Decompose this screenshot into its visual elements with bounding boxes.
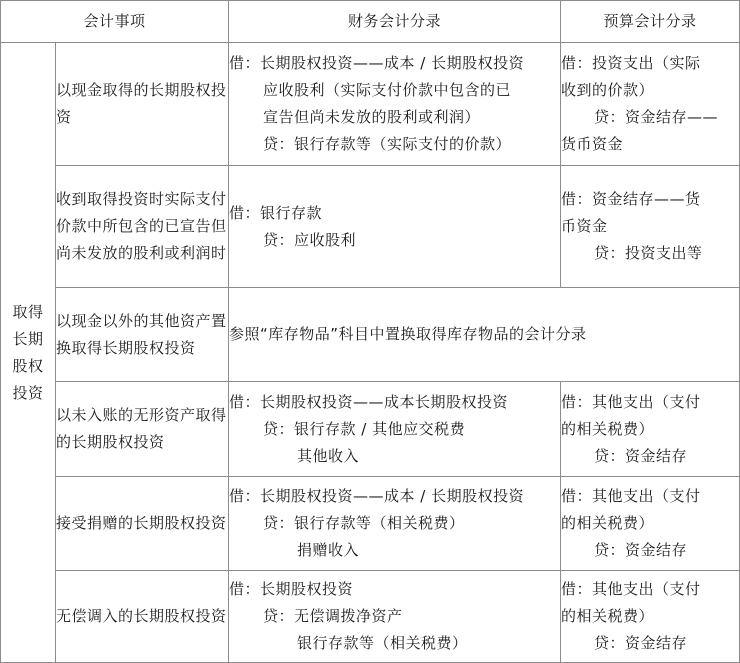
merged-entry: 参照“库存物品”科目中置换取得库存物品的会计分录 bbox=[229, 288, 740, 382]
entry-line: 贷：银行存款等（实际支付的价款） bbox=[263, 135, 512, 153]
entry-line: 收到的价款） bbox=[561, 81, 655, 99]
category-line: 股权 bbox=[12, 356, 44, 375]
item-cell: 以现金以外的其他资产置换取得长期股权投资 bbox=[56, 288, 229, 382]
table-row bbox=[1, 382, 740, 477]
item-cell: 以未入账的无形资产取得的长期股权投资 bbox=[56, 382, 229, 477]
table-row bbox=[1, 166, 740, 288]
entry-line: 捐赠收入 bbox=[297, 541, 360, 559]
budget-entry bbox=[561, 43, 740, 166]
entry-line: 借：资金结存——货 bbox=[561, 190, 701, 208]
entry-line: 的相关税费） bbox=[561, 607, 655, 625]
entry-line: 借：投资支出（实际 bbox=[561, 54, 701, 72]
financial-entry bbox=[229, 477, 561, 571]
financial-entry bbox=[229, 571, 561, 663]
entry-line: 借：长期股权投资——成本 / 长期股权投资 bbox=[229, 54, 525, 72]
entry-line: 贷：银行存款等（相关税费） bbox=[263, 514, 465, 532]
entry-line: 借：长期股权投资——成本 / 长期股权投资 bbox=[229, 487, 525, 505]
item-cell: 收到取得投资时实际支付价款中所包含的已宣告但尚未发放的股利或利润时 bbox=[56, 166, 229, 288]
table-row bbox=[1, 288, 740, 382]
budget-entry bbox=[561, 477, 740, 571]
table-row bbox=[1, 43, 740, 166]
entry-line: 应收股利（实际支付价款中包含的已 bbox=[263, 81, 512, 99]
entry-line: 的相关税费） bbox=[561, 419, 655, 438]
entry-line: 宣告但尚未发放的股利或利润） bbox=[263, 108, 481, 126]
entry-line: 贷：无偿调拨净资产 bbox=[263, 607, 403, 625]
table-row bbox=[1, 477, 740, 571]
category-line: 长期 bbox=[12, 329, 44, 348]
entry-line: 借：其他支出（支付 bbox=[561, 487, 701, 505]
entry-line: 借：其他支出（支付 bbox=[561, 580, 701, 598]
entry-line: 借：长期股权投资 bbox=[229, 580, 354, 598]
entry-line: 贷：应收股利 bbox=[263, 230, 357, 249]
entry-line: 贷：资金结存—— bbox=[594, 108, 719, 126]
financial-entry bbox=[229, 166, 561, 288]
category-line: 投资 bbox=[12, 383, 44, 402]
entry-line: 的相关税费） bbox=[561, 514, 655, 532]
entry-line: 货币资金 bbox=[561, 135, 624, 153]
header-item: 会计事项 bbox=[1, 1, 229, 43]
entry-line: 借：银行存款 bbox=[229, 203, 323, 222]
entry-line: 借：长期股权投资——成本长期股权投资 bbox=[229, 392, 509, 411]
table-row bbox=[1, 571, 740, 663]
entry-line: 银行存款等（相关税费） bbox=[297, 634, 468, 652]
budget-entry bbox=[561, 571, 740, 663]
entry-line: 贷：银行存款 / 其他应交税费 bbox=[263, 419, 466, 438]
item-cell: 以现金取得的长期股权投资 bbox=[56, 43, 229, 166]
category-cell bbox=[1, 43, 56, 663]
category-line: 取得 bbox=[12, 302, 44, 321]
entry-line: 贷：资金结存 bbox=[594, 541, 688, 559]
entry-line: 其他收入 bbox=[297, 446, 360, 465]
entry-line: 贷：资金结存 bbox=[594, 634, 688, 652]
item-cell: 接受捐赠的长期股权投资 bbox=[56, 477, 229, 571]
entry-line: 借：其他支出（支付 bbox=[561, 392, 701, 411]
entry-line: 贷：资金结存 bbox=[594, 446, 688, 465]
entry-line: 币资金 bbox=[561, 217, 608, 235]
entry-line: 贷：投资支出等 bbox=[594, 244, 703, 262]
financial-entry bbox=[229, 43, 561, 166]
header-financial: 财务会计分录 bbox=[229, 1, 561, 43]
budget-entry bbox=[561, 166, 740, 288]
header-budget: 预算会计分录 bbox=[561, 1, 740, 43]
item-cell: 无偿调入的长期股权投资 bbox=[56, 571, 229, 663]
financial-entry bbox=[229, 382, 561, 477]
header-row bbox=[1, 1, 740, 43]
budget-entry bbox=[561, 382, 740, 477]
